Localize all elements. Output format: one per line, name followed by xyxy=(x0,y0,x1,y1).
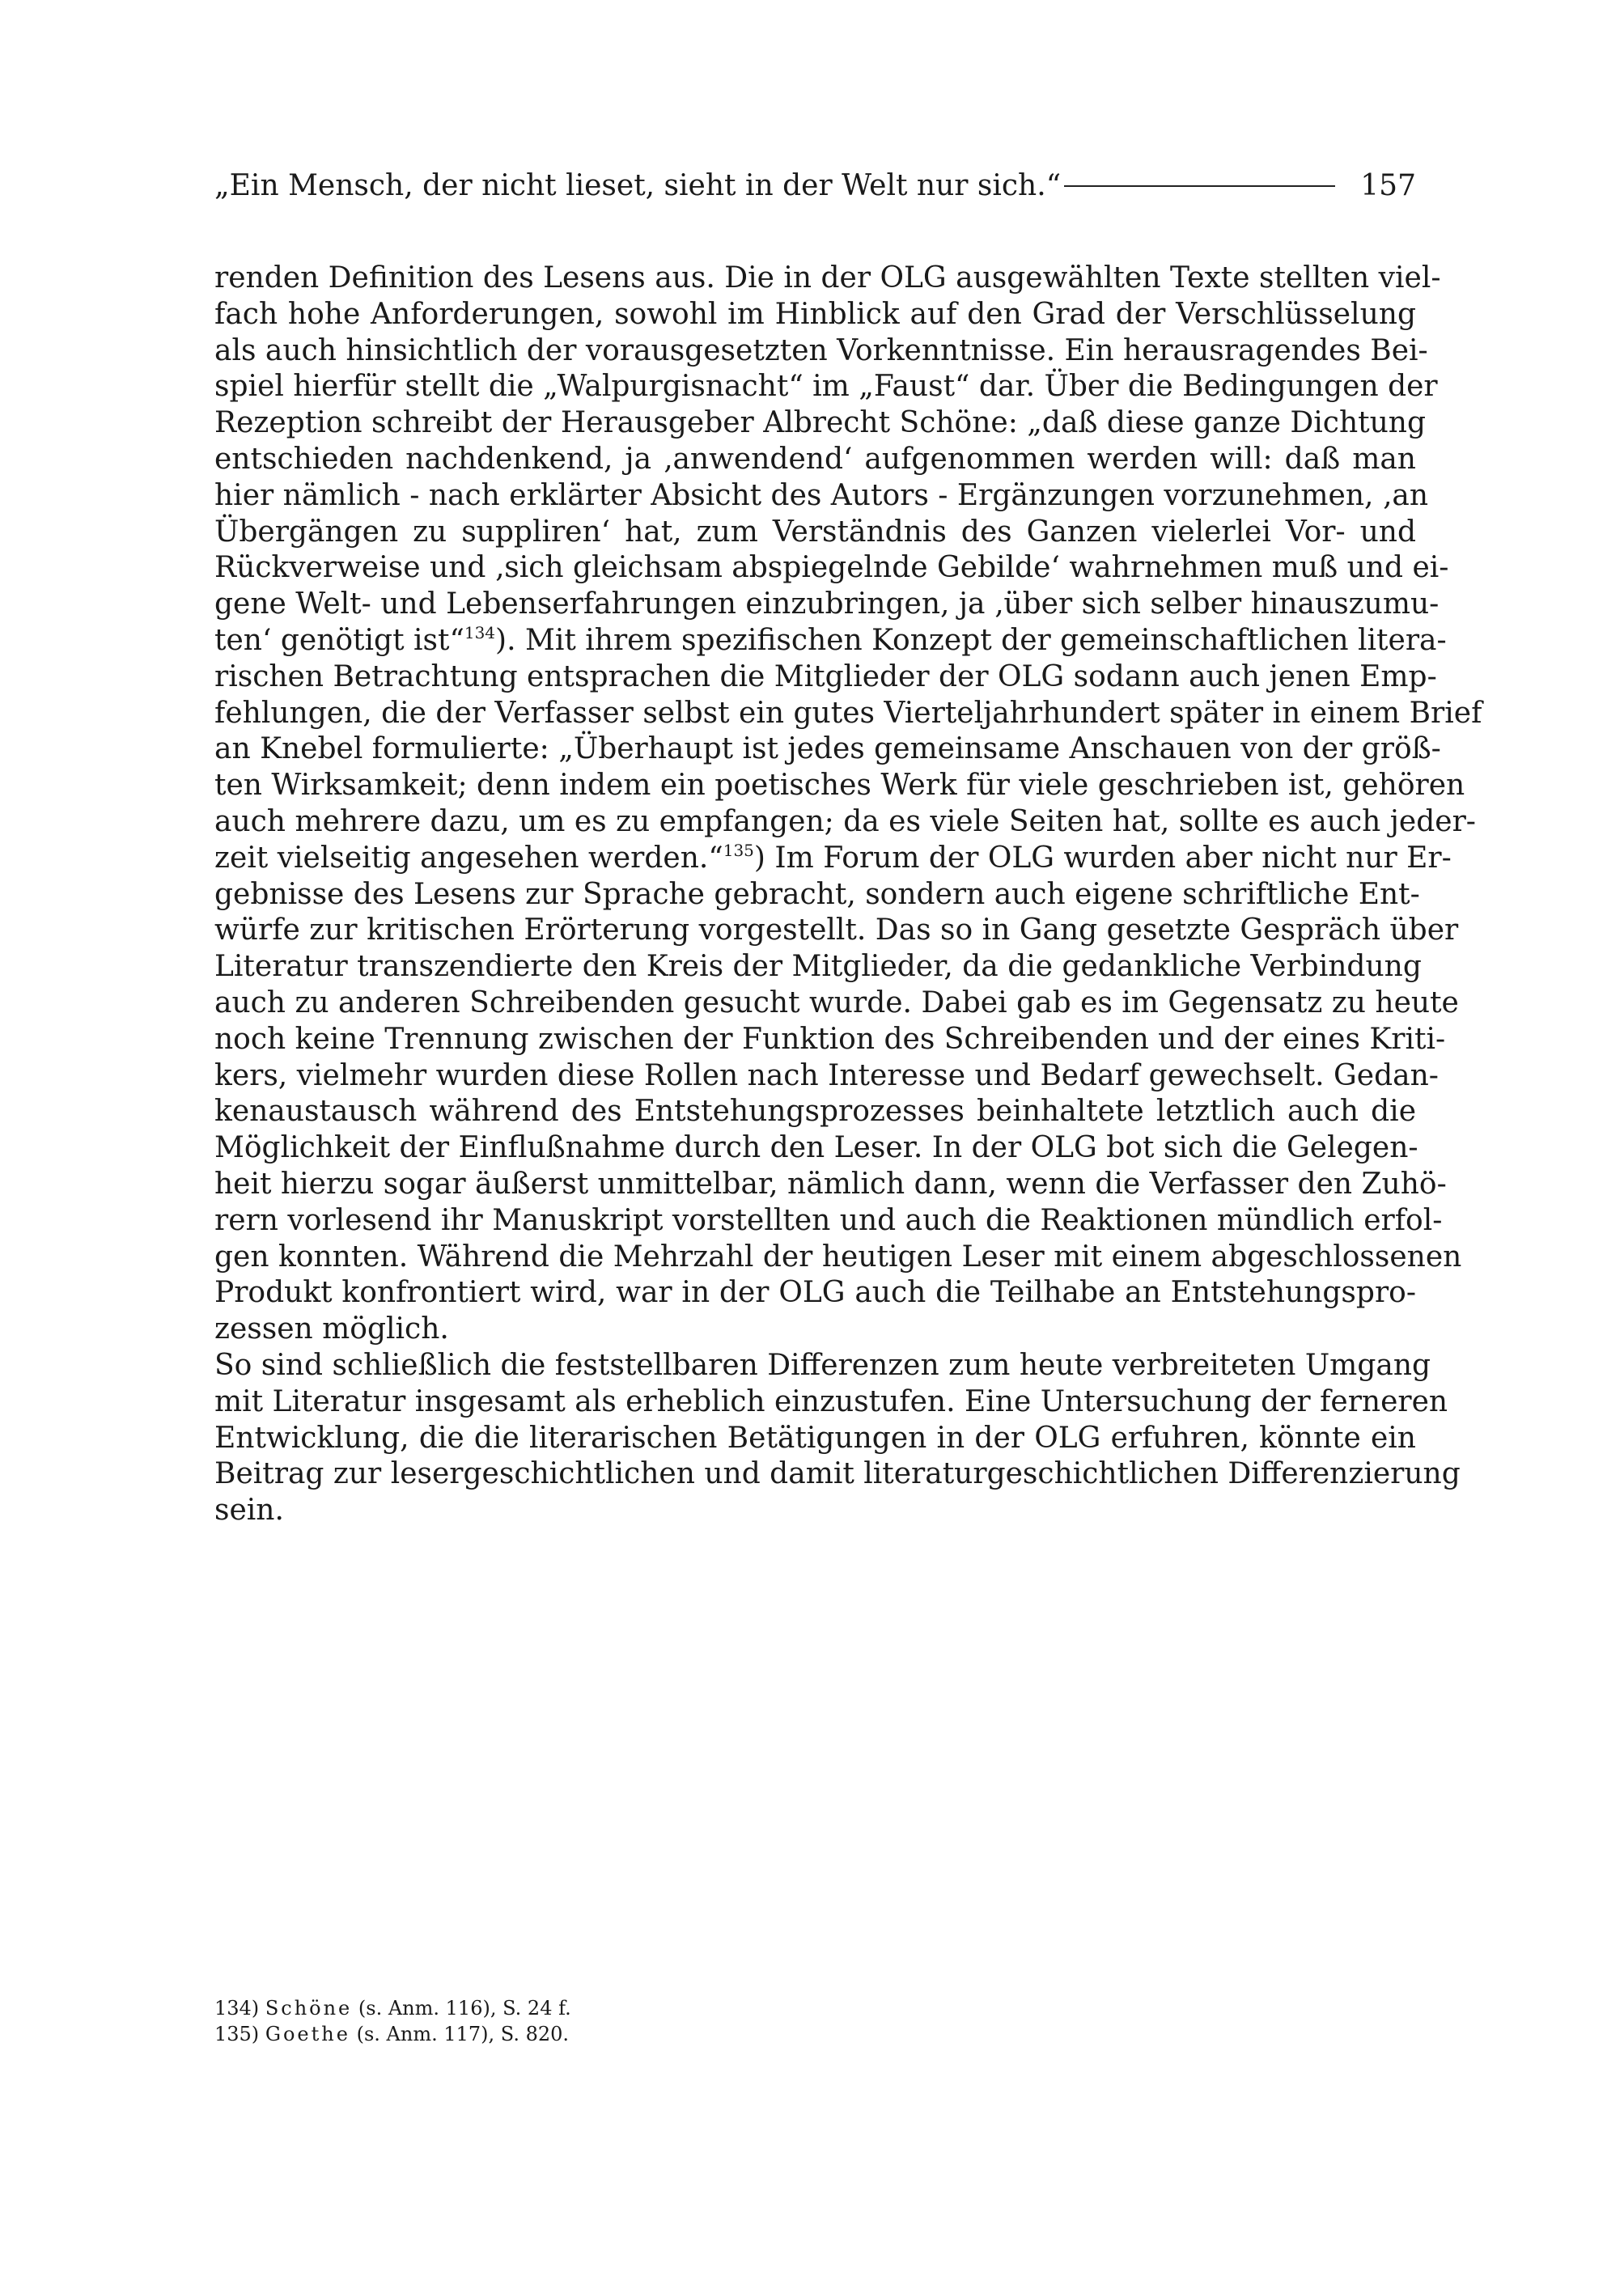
text-line: mit Literatur insgesamt als erheblich einzustufen. Eine Untersuchung der ferneren xyxy=(214,1384,1448,1418)
text-segment: ) Im Forum der OLG wurden aber nicht nur Er- xyxy=(753,841,1452,875)
text-line: Entwicklung, die die literarischen Betätigungen in der OLG erfuhren, könnte ein xyxy=(214,1421,1416,1455)
text-line: an Knebel formulierte: „Überhaupt ist jedes gemeinsame Anschauen von der größ- xyxy=(214,732,1441,766)
running-head-title: „Ein Mensch, der nicht lieset, sieht in der Welt nur sich.“ xyxy=(214,169,1062,202)
text-line: hier nämlich - nach erklärter Absicht des Autors - Ergänzungen vorzunehmen, ‚an xyxy=(214,478,1429,512)
footnote-135 xyxy=(214,2021,1416,2047)
footnote-number: 135) xyxy=(214,2023,260,2045)
text-line: fehlungen, die der Verfasser selbst ein gutes Vierteljahrhundert später in einem Brief xyxy=(214,696,1482,730)
text-segment: ten‘ genötigt ist“ xyxy=(214,623,464,657)
text-line-footnote-134 xyxy=(214,622,1447,659)
text-line: zessen möglich. xyxy=(214,1312,449,1346)
text-line: gebnisse des Lesens zur Sprache gebracht, sondern auch eigene schriftliche Ent- xyxy=(214,877,1420,911)
text-line: auch zu anderen Schreibenden gesucht wurde. Dabei gab es im Gegensatz zu heute xyxy=(214,985,1459,1019)
footnotes xyxy=(214,1995,1416,2047)
text-line: Rezeption schreibt der Herausgeber Albrecht Schöne: „daß diese ganze Dichtung xyxy=(214,406,1427,440)
footnote-reference: (s. Anm. 116), S. 24 f. xyxy=(358,1997,571,2020)
text-line: noch keine Trennung zwischen der Funktion des Schreibenden und der eines Kriti- xyxy=(214,1022,1446,1056)
text-line: sein. xyxy=(214,1494,284,1528)
footnote-ref-134[interactable]: 134 xyxy=(464,622,496,642)
footnote-reference: (s. Anm. 117), S. 820. xyxy=(356,2023,570,2045)
text-line: würfe zur kritischen Erörterung vorgestellt. Das so in Gang gesetzte Gespräch über xyxy=(214,913,1459,947)
text-line: entschieden nachdenkend, ja ‚anwendend‘ aufgenommen werden will: daß man xyxy=(214,442,1416,476)
page-number: 157 xyxy=(1360,169,1416,202)
text-line: gen konnten. Während die Mehrzahl der heutigen Leser mit einem abgeschlossenen xyxy=(214,1240,1462,1274)
text-line: Möglichkeit der Einflußnahme durch den Leser. In der OLG bot sich die Gelegen- xyxy=(214,1131,1418,1165)
text-line: Übergängen zu suppliren‘ hat, zum Verständnis des Ganzen vielerlei Vor- und xyxy=(214,515,1416,549)
text-line: renden Definition des Lesens aus. Die in der OLG ausgewählten Texte stellten viel- xyxy=(214,261,1441,295)
text-line: kenaustausch während des Entstehungsprozesses beinhaltete letztlich auch die xyxy=(214,1095,1416,1129)
text-line: Beitrag zur lesergeschichtlichen und damit literaturgeschichtlichen Differenzierung xyxy=(214,1457,1461,1491)
running-head-rule xyxy=(1064,185,1335,187)
footnote-134 xyxy=(214,1995,1416,2021)
text-line: So sind schließlich die feststellbaren Differenzen zum heute verbreiteten Umgang xyxy=(214,1348,1431,1382)
text-line: fach hohe Anforderungen, sowohl im Hinblick auf den Grad der Verschlüsselung xyxy=(214,297,1416,331)
text-line: Literatur transzendierte den Kreis der Mitglieder, da die gedankliche Verbindung xyxy=(214,950,1422,984)
footnote-ref-135[interactable]: 135 xyxy=(723,840,754,860)
text-line: gene Welt- und Lebenserfahrungen einzubringen, ja ‚über sich selber hinauszumu- xyxy=(214,587,1440,621)
text-line-footnote-135 xyxy=(214,840,1452,877)
text-segment: ). Mit ihrem spezifischen Konzept der gemeinschaftlichen litera- xyxy=(495,623,1447,657)
footnote-author: Goethe xyxy=(265,2023,350,2045)
footnote-author: Schöne xyxy=(265,1997,353,2020)
text-line: heit hierzu sogar äußerst unmittelbar, nämlich dann, wenn die Verfasser den Zuhö- xyxy=(214,1167,1447,1201)
text-line: ten Wirksamkeit; denn indem ein poetisches Werk für viele geschrieben ist, gehören xyxy=(214,769,1465,803)
text-line: rischen Betrachtung entsprachen die Mitglieder der OLG sodann auch jenen Emp- xyxy=(214,659,1437,693)
text-segment: zeit vielseitig angesehen werden.“ xyxy=(214,841,723,875)
text-line: rern vorlesend ihr Manuskript vorstellten und auch die Reaktionen mündlich erfol- xyxy=(214,1203,1443,1237)
text-line: als auch hinsichtlich der vorausgesetzten Vorkenntnisse. Ein herausragendes Bei- xyxy=(214,333,1428,367)
footnote-number: 134) xyxy=(214,1997,260,2020)
body-text xyxy=(214,261,1482,1529)
text-line: Produkt konfrontiert wird, war in der OLG auch die Teilhabe an Entstehungspro- xyxy=(214,1276,1416,1310)
text-line: spiel hierfür stellt die „Walpurgisnacht“ im „Faust“ dar. Über die Bedingungen der xyxy=(214,370,1438,404)
running-head xyxy=(214,163,1416,209)
text-line: kers, vielmehr wurden diese Rollen nach Interesse und Bedarf gewechselt. Gedan- xyxy=(214,1058,1439,1092)
text-line: Rückverweise und ‚sich gleichsam abspiegelnde Gebilde‘ wahrnehmen muß und ei- xyxy=(214,551,1449,585)
text-line: auch mehrere dazu, um es zu empfangen; da es viele Seiten hat, sollte es auch jeder- xyxy=(214,804,1476,838)
